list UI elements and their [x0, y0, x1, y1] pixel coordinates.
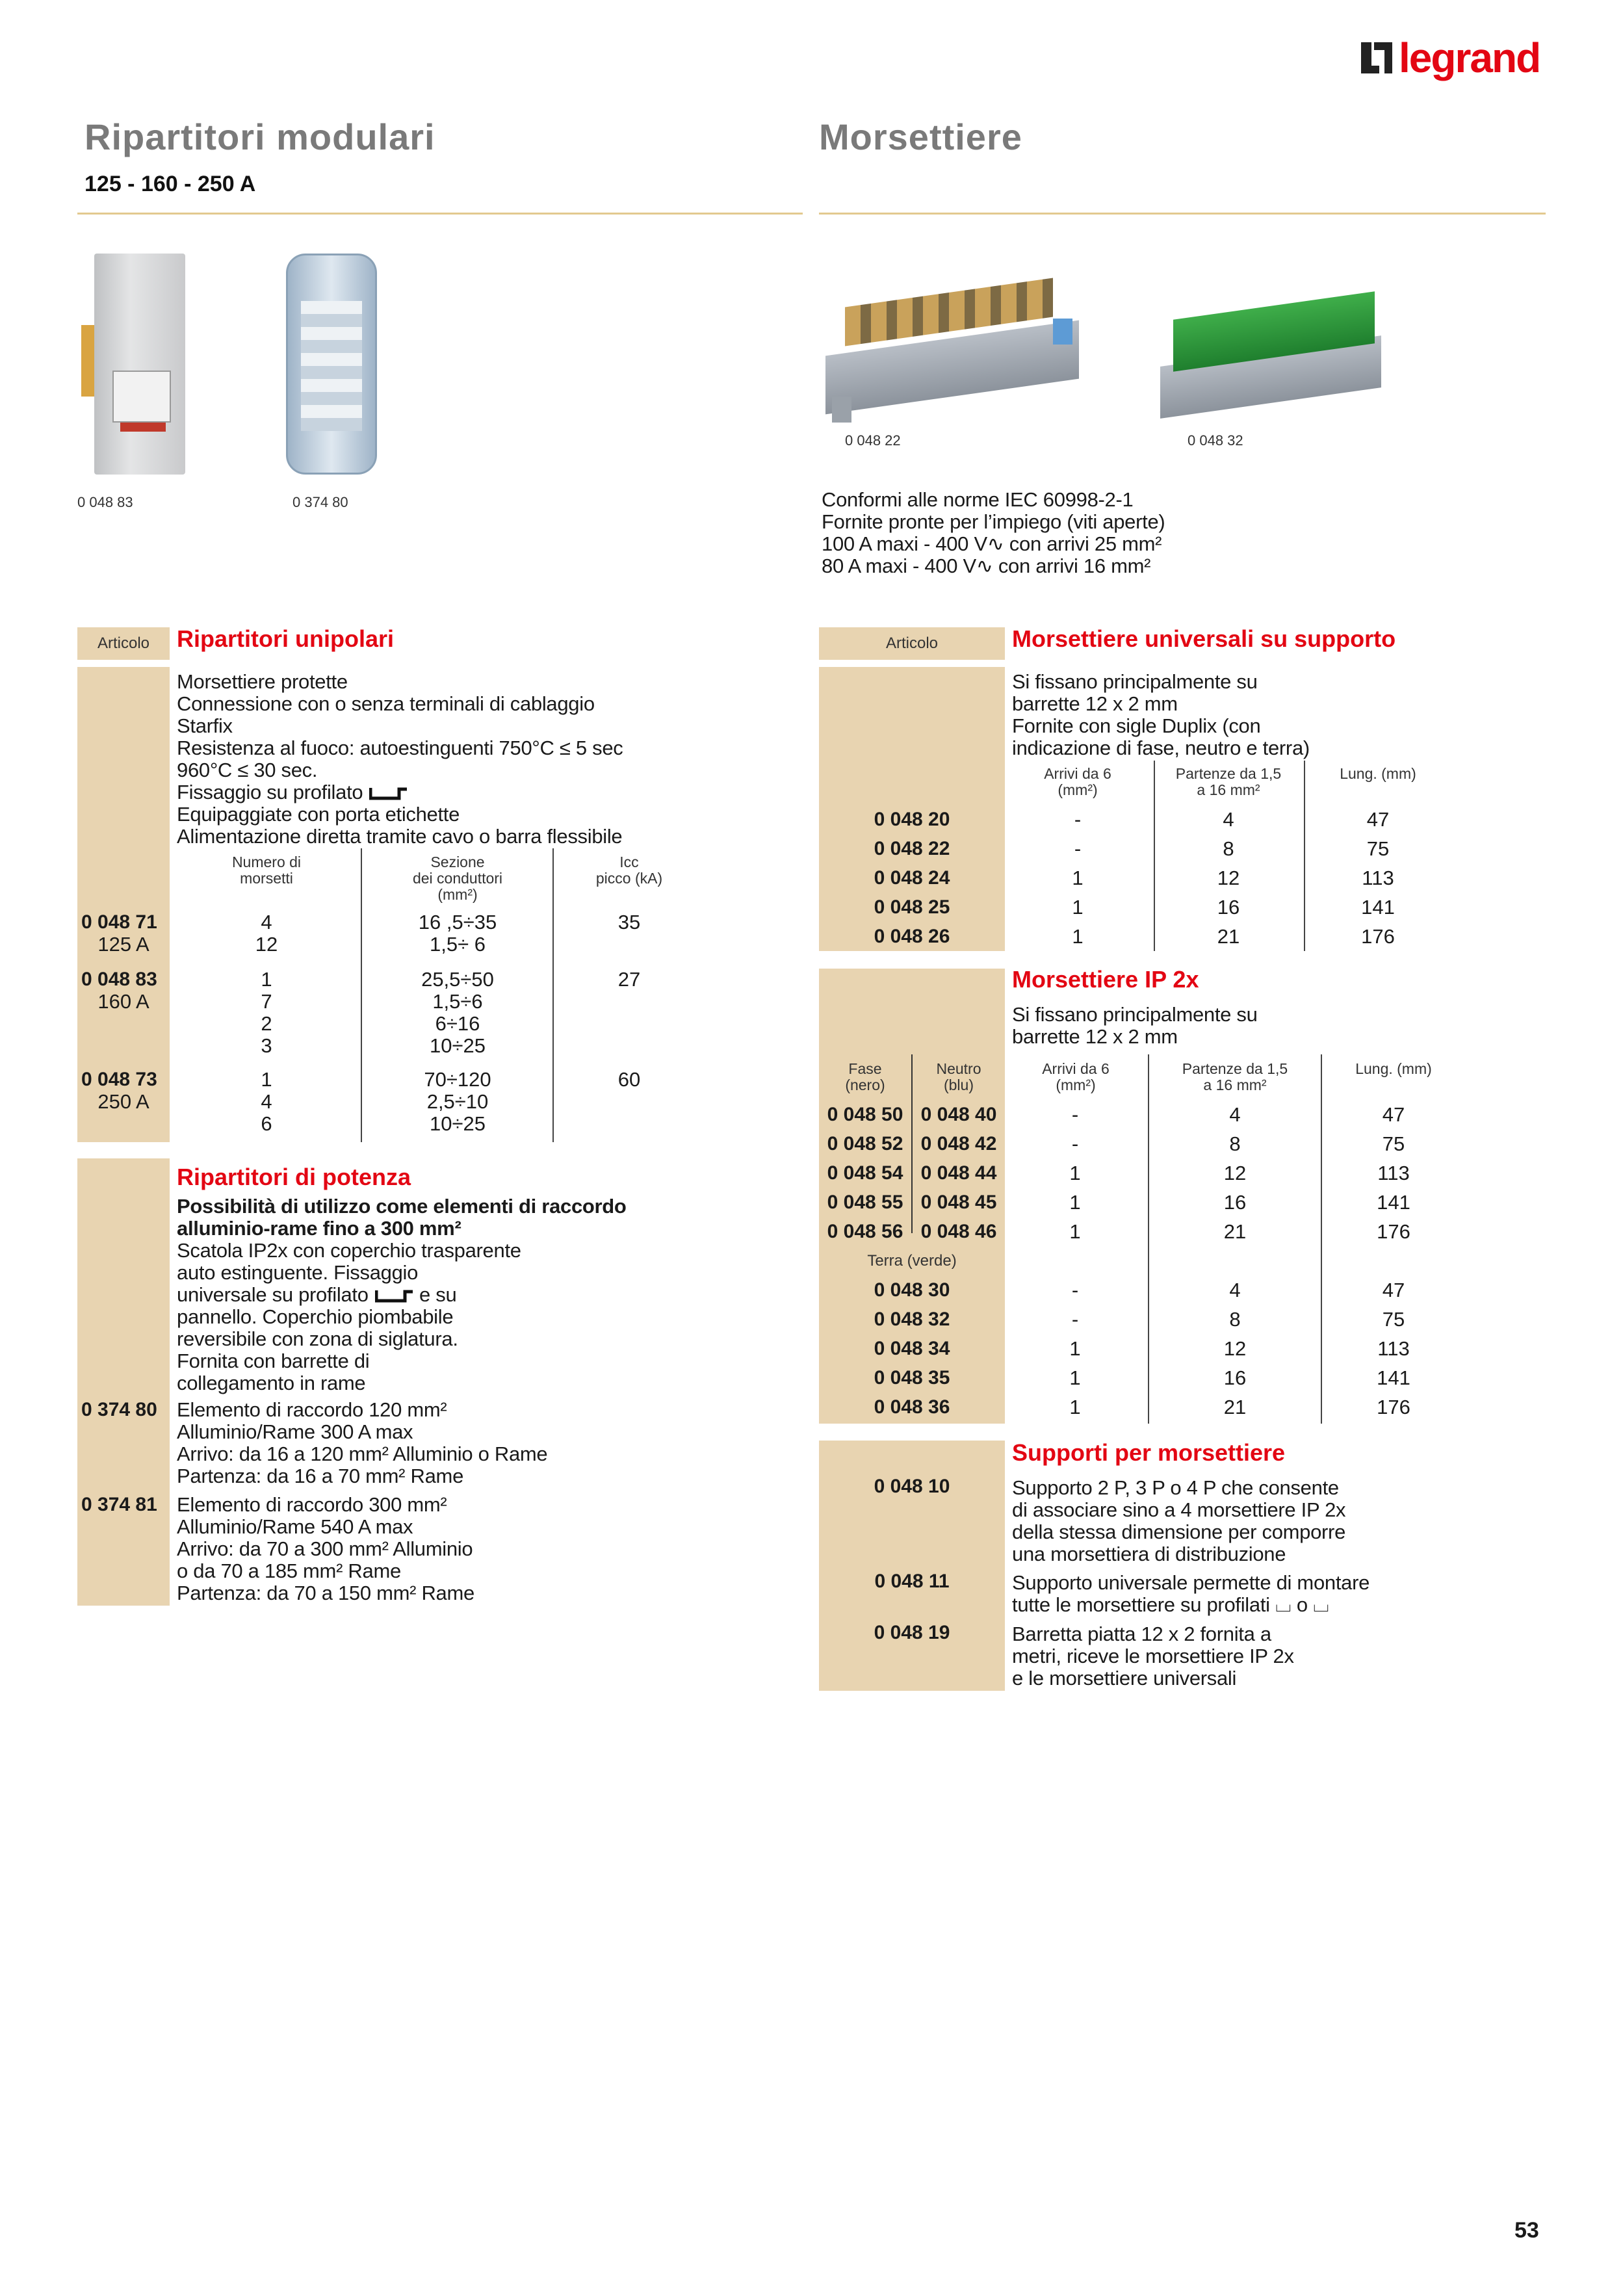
article-code: 0 048 25 [874, 896, 950, 918]
article-code: 0 048 26 [874, 926, 950, 947]
neutro-code: 0 048 45 [920, 1192, 997, 1213]
table-row [819, 1158, 1547, 1188]
article-code: 0 048 11 [874, 1571, 950, 1592]
ip2x-description: Si fissano principalmente su barrette 12 x 2 mm [1012, 1003, 1258, 1048]
fase-code: 0 048 56 [827, 1221, 903, 1242]
header-lunghezza: Lung. (mm) [1355, 1060, 1432, 1077]
legrand-logo-mark [1360, 41, 1394, 75]
length-value: 141 [1361, 896, 1395, 919]
terra-code: 0 048 32 [874, 1309, 950, 1330]
arrivi-value: - [1071, 1279, 1079, 1301]
universali-description: Si fissano principalmente su barrette 12 x 2 mm Fornite con sigle Duplix (con indicazione di fase, neutro e terra) [1012, 670, 1310, 759]
table-row [819, 863, 1547, 893]
column-divider [361, 848, 362, 1142]
article-code: 0 048 10 [874, 1476, 950, 1497]
header-icc: Icc picco (kA) [595, 854, 663, 887]
arrivi-value: 1 [1072, 867, 1084, 889]
din-rail-icon [375, 1289, 414, 1303]
desc-line: Fornita con barrette di [177, 1350, 370, 1372]
partenze-value: 8 [1229, 1308, 1241, 1331]
product-image-004822 [825, 286, 1079, 423]
table-row [819, 1100, 1547, 1129]
item-description: Elemento di raccordo 120 mm² Alluminio/Rame 300 A max Arrivo: da 16 a 120 mm² Alluminio o Rame Partenza: da 16 a 70 mm² Rame [177, 1398, 548, 1487]
item-description: Supporto 2 P, 3 P o 4 P che consente di associare sino a 4 morsettiere IP 2x della stessa dimensione per comporre una morsettiera di distribuzione [1012, 1476, 1346, 1565]
rating: 160 A [97, 990, 149, 1013]
partenze-value: 16 [1223, 1191, 1247, 1214]
rating: 125 A [97, 933, 149, 956]
sezione-value: 70÷120 2,5÷10 10÷25 [424, 1068, 491, 1135]
desc-line: Equipaggiate con porta etichette [177, 803, 460, 826]
section-title-ripartitori: Ripartitori modulari [84, 116, 435, 157]
header-arrivi: Arrivi da 6 (mm²) [1044, 765, 1111, 798]
page-number: 53 [1514, 2218, 1539, 2243]
unipolari-title: Ripartitori unipolari [177, 625, 395, 652]
desc-line: Resistenza al fuoco: autoestinguenti 750°C ≤ 5 sec [177, 737, 623, 759]
length-value: 176 [1377, 1220, 1410, 1243]
header-arrivi: Arrivi da 6 (mm²) [1042, 1060, 1110, 1093]
ip2x-rows [819, 1100, 1547, 1422]
terra-code: 0 048 35 [874, 1367, 950, 1389]
desc-line: auto estinguente. Fissaggio [177, 1261, 419, 1284]
legrand-logo [1360, 34, 1540, 82]
length-value: 113 [1377, 1162, 1410, 1184]
item-description: Supporto universale permette di montare tutte le morsettiere su profilati ⌴ o ⌴ [1012, 1571, 1370, 1616]
sezione-value: 16 ,5÷35 1,5÷ 6 [418, 911, 497, 956]
divider [77, 213, 803, 215]
partenze-value: 16 [1223, 1366, 1247, 1389]
item-description: Elemento di raccordo 300 mm² Alluminio/Rame 540 A max Arrivo: da 70 a 300 mm² Alluminio o da 70 a 185 mm² Rame Partenza: da 70 a 150 mm² Rame [177, 1493, 474, 1604]
partenze-value: 8 [1223, 837, 1234, 860]
supporti-title: Supporti per morsettiere [1012, 1439, 1286, 1466]
fase-code: 0 048 54 [827, 1162, 903, 1184]
sezione-value: 25,5÷50 1,5÷6 6÷16 10÷25 [421, 968, 494, 1057]
arrivi-value: 1 [1072, 925, 1084, 948]
desc-line: 960°C ≤ 30 sec. [177, 759, 318, 781]
terra-label: Terra (verde) [867, 1252, 957, 1270]
article-code: 0 048 19 [874, 1622, 950, 1643]
articolo-header: Articolo [77, 627, 170, 660]
divider [819, 213, 1546, 215]
desc-line: collegamento in rame [177, 1372, 366, 1394]
icc-value: 60 [617, 1068, 641, 1091]
morsetti-value: 1 4 6 [261, 1068, 272, 1135]
desc-line [177, 1284, 521, 1306]
logo-text: legrand [1399, 34, 1540, 81]
header-sezione: Sezione dei conduttori (mm²) [412, 854, 503, 903]
neutro-code: 0 048 42 [920, 1133, 997, 1155]
product-image-004832 [1160, 286, 1381, 423]
article-code: 0 048 22 [874, 838, 950, 859]
table-row [819, 1188, 1547, 1217]
fase-code: 0 048 55 [827, 1192, 903, 1213]
note-line: 80 A maxi - 400 V∿ con arrivi 16 mm² [822, 554, 1151, 577]
desc-line: Morsettiere protette [177, 670, 348, 693]
fase-code: 0 048 52 [827, 1133, 903, 1155]
partenze-value: 21 [1223, 1396, 1247, 1418]
table-row [819, 893, 1547, 922]
header-partenze: Partenze da 1,5 a 16 mm² [1182, 1060, 1288, 1093]
neutro-code: 0 048 40 [920, 1104, 997, 1125]
desc-line: Starfix [177, 714, 233, 737]
desc-line: reversibile con zona di siglatura. [177, 1327, 458, 1350]
partenze-value: 12 [1223, 1162, 1247, 1184]
partenze-value: 21 [1217, 925, 1240, 948]
image-caption: 0 048 22 [845, 432, 901, 449]
terra-code: 0 048 30 [874, 1279, 950, 1301]
din-rail-icon [369, 787, 408, 801]
terra-code: 0 048 34 [874, 1338, 950, 1359]
length-value: 141 [1377, 1191, 1410, 1214]
note-line: Conformi alle norme IEC 60998-2-1 [822, 488, 1134, 511]
desc-text: universale su profilato [177, 1283, 369, 1306]
morsetti-value: 4 12 [255, 911, 278, 956]
article-code: 0 374 80 [81, 1399, 157, 1420]
length-value: 47 [1382, 1279, 1405, 1301]
table-row [819, 1334, 1547, 1363]
partenze-value: 12 [1223, 1337, 1247, 1360]
arrivi-value: 1 [1069, 1220, 1081, 1243]
terra-code: 0 048 36 [874, 1396, 950, 1418]
table-row [819, 1392, 1547, 1422]
arrivi-value: - [1074, 837, 1082, 860]
partenze-value: 16 [1217, 896, 1240, 919]
partenze-value: 8 [1229, 1132, 1241, 1155]
image-caption: 0 048 32 [1188, 432, 1243, 449]
table-row [819, 1129, 1547, 1158]
icc-value: 35 [617, 911, 641, 933]
article-code: 0 048 71 [81, 911, 157, 933]
article-code: 0 374 81 [81, 1494, 157, 1515]
arrivi-value: - [1071, 1308, 1079, 1331]
header-fase: Fase (nero) [845, 1060, 885, 1093]
arrivi-value: 1 [1069, 1162, 1081, 1184]
articolo-header: Articolo [819, 627, 1005, 660]
compliance-notes [822, 489, 1165, 577]
arrivi-value: 1 [1069, 1366, 1081, 1389]
arrivi-value: - [1071, 1103, 1079, 1126]
unipolari-description [177, 671, 623, 848]
table-row [819, 834, 1547, 863]
section-title-morsettiere: Morsettiere [819, 116, 1022, 157]
partenze-value: 12 [1217, 867, 1240, 889]
desc-line: pannello. Coperchio piombabile [177, 1305, 454, 1328]
ip2x-title: Morsettiere IP 2x [1012, 966, 1199, 993]
table-row [819, 922, 1547, 951]
neutro-code: 0 048 46 [920, 1221, 997, 1242]
universali-title: Morsettiere universali su supporto [1012, 625, 1396, 652]
partenze-value: 4 [1223, 808, 1234, 831]
arrivi-value: 1 [1072, 896, 1084, 919]
article-code: 0 048 24 [874, 867, 950, 889]
product-image-037480 [286, 254, 377, 475]
desc-text: Fissaggio su profilato [177, 781, 363, 803]
desc-line [177, 781, 623, 803]
article-code: 0 048 83 [81, 969, 157, 990]
neutro-code: 0 048 44 [920, 1162, 997, 1184]
length-value: 141 [1377, 1366, 1410, 1389]
arrivi-value: 1 [1069, 1191, 1081, 1214]
table-row [819, 1363, 1547, 1392]
product-image-004883 [81, 254, 198, 475]
code-column [77, 1158, 170, 1606]
arrivi-value: 1 [1069, 1396, 1081, 1418]
potenza-title: Ripartitori di potenza [177, 1164, 411, 1190]
note-line: Fornite pronte per l’impiego (viti aperte) [822, 510, 1165, 533]
fase-code: 0 048 50 [827, 1104, 903, 1125]
table-row [819, 1275, 1547, 1305]
table-row [819, 1217, 1547, 1246]
table-row [819, 805, 1547, 834]
arrivi-value: - [1074, 808, 1082, 831]
article-code: 0 048 73 [81, 1069, 157, 1090]
section-subtitle: 125 - 160 - 250 A [84, 172, 256, 196]
desc-line: Alimentazione diretta tramite cavo o barra flessibile [177, 825, 623, 848]
length-value: 75 [1382, 1132, 1405, 1155]
desc-text: e su [419, 1283, 457, 1306]
item-description: Barretta piatta 12 x 2 fornita a metri, riceve le morsettiere IP 2x e le morsettiere universali [1012, 1623, 1294, 1689]
morsetti-value: 1 7 2 3 [261, 968, 272, 1057]
table-row [819, 1305, 1547, 1334]
icc-value: 27 [617, 968, 641, 991]
image-caption: 0 048 83 [77, 494, 133, 510]
header-neutro: Neutro (blu) [936, 1060, 981, 1093]
header-partenze: Partenze da 1,5 a 16 mm² [1175, 765, 1282, 798]
length-value: 47 [1382, 1103, 1405, 1126]
arrivi-value: - [1071, 1132, 1079, 1155]
partenze-value: 21 [1223, 1220, 1247, 1243]
image-caption: 0 374 80 [292, 494, 348, 510]
arrivi-value: 1 [1069, 1337, 1081, 1360]
partenze-value: 4 [1229, 1103, 1241, 1126]
length-value: 47 [1366, 808, 1390, 831]
potenza-highlight: Possibilità di utilizzo come elementi di raccordo alluminio-rame fino a 300 mm² [177, 1195, 627, 1240]
header-lunghezza: Lung. (mm) [1340, 765, 1416, 782]
length-value: 113 [1377, 1337, 1410, 1360]
potenza-description [177, 1240, 521, 1394]
partenze-value: 4 [1229, 1279, 1241, 1301]
desc-line: Connessione con o senza terminali di cablaggio [177, 692, 595, 715]
header-numero-morsetti: Numero di morsetti [231, 854, 302, 887]
column-divider [552, 848, 554, 1142]
length-value: 176 [1361, 925, 1395, 948]
rating: 250 A [97, 1090, 149, 1113]
article-code: 0 048 20 [874, 809, 950, 830]
length-value: 75 [1382, 1308, 1405, 1331]
length-value: 75 [1366, 837, 1390, 860]
desc-line: Scatola IP2x con coperchio trasparente [177, 1239, 521, 1262]
length-value: 113 [1362, 867, 1394, 889]
note-line: 100 A maxi - 400 V∿ con arrivi 25 mm² [822, 532, 1162, 555]
universali-rows [819, 805, 1547, 951]
length-value: 176 [1377, 1396, 1410, 1418]
